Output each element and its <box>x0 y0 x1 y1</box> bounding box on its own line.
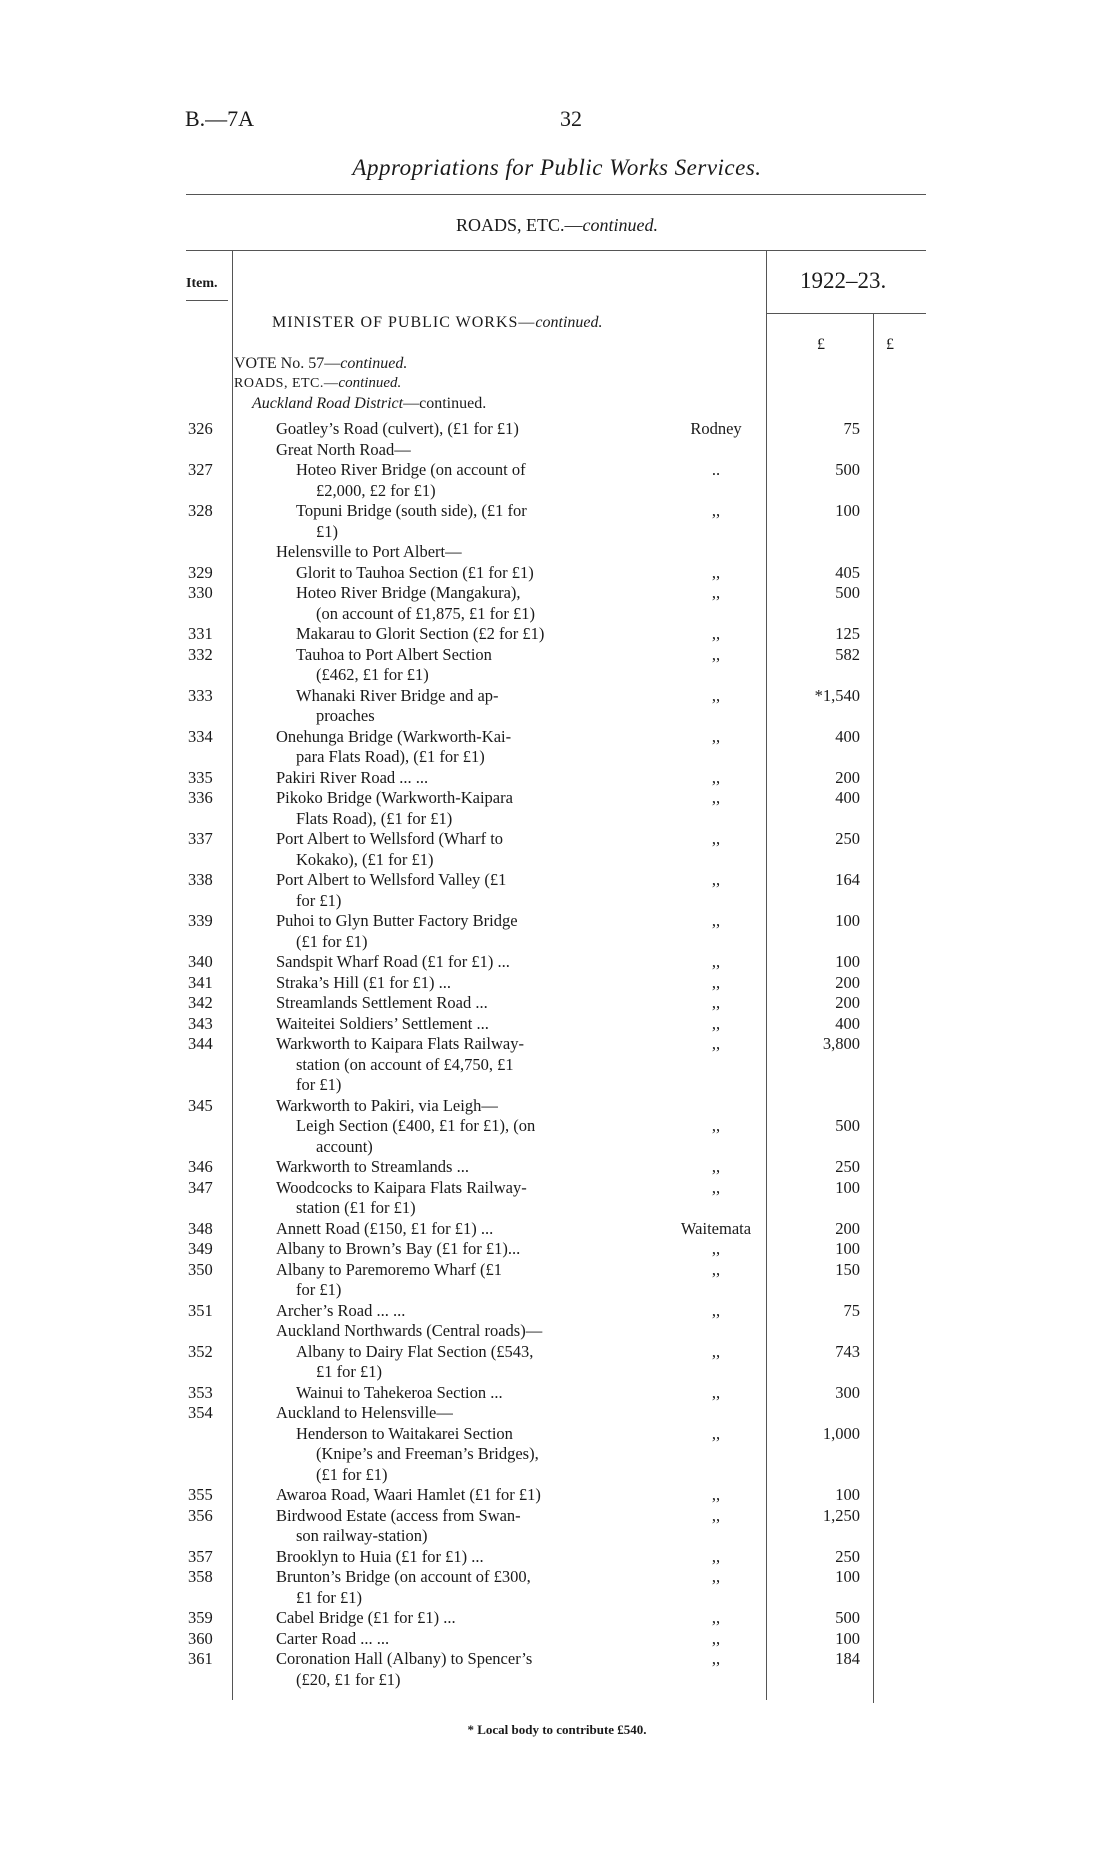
description-line: for £1) <box>296 1280 342 1299</box>
district-cell: ,, <box>711 1013 721 1033</box>
item-number: 326 <box>188 419 213 438</box>
amount-cell: 3,800 <box>822 1034 860 1053</box>
amount-cell: 300 <box>835 1382 860 1402</box>
district-cell: ,, <box>711 1485 721 1504</box>
item-description <box>276 788 513 829</box>
amount-cell: 100 <box>835 1239 860 1258</box>
amount-cell: 743 <box>835 1341 860 1361</box>
district-cell: ,, <box>711 501 721 520</box>
item-description <box>276 1239 520 1260</box>
description-line: Albany to Paremoremo Wharf (£1 <box>276 1259 503 1279</box>
description-line: Henderson to Waitakarei Section <box>296 1423 513 1443</box>
item-description <box>276 870 506 911</box>
description-line: Archer’s Road ... ... <box>276 1300 406 1320</box>
item-number: 329 <box>188 562 213 582</box>
description-line: Puhoi to Glyn Butter Factory Bridge <box>276 911 518 930</box>
description-line: £1) <box>316 521 338 541</box>
description-line: Albany to Dairy Flat Section (£543, <box>296 1341 534 1361</box>
description-line: Albany to Brown’s Bay (£1 for £1)... <box>276 1239 521 1258</box>
district-cell: ,, <box>711 829 721 848</box>
item-description <box>276 1485 541 1506</box>
description-line: Onehunga Bridge (Warkworth-Kai- <box>276 726 512 746</box>
description-line: Helensville to Port Albert— <box>276 542 462 561</box>
item-number: 341 <box>188 972 213 992</box>
item-number: 340 <box>188 952 213 971</box>
year-header-rule <box>766 313 926 314</box>
amount-cell: 400 <box>835 1013 860 1033</box>
district-cell: ,, <box>711 644 721 664</box>
item-description <box>296 686 499 727</box>
amount-cell: 400 <box>835 726 860 746</box>
page-number: 32 <box>560 106 582 131</box>
item-number: 346 <box>188 1157 213 1176</box>
item-description <box>276 1629 389 1650</box>
amount-cell: 75 <box>843 1300 860 1320</box>
item-description <box>276 829 503 870</box>
item-description <box>296 583 535 624</box>
section-heading-main: ROADS, ETC.— <box>456 215 583 235</box>
item-number: 354 <box>188 1403 213 1422</box>
amount-cell: 500 <box>835 1608 860 1627</box>
description-line: Great North Road— <box>276 439 411 459</box>
table-top-rule <box>186 250 926 251</box>
item-description <box>276 1567 531 1608</box>
item-description <box>276 993 488 1014</box>
description-line: Kokako), (£1 for £1) <box>296 849 434 869</box>
description-line: Woodcocks to Kaipara Flats Railway- <box>276 1177 527 1197</box>
district-cell: ,, <box>711 1259 721 1279</box>
amount-column-divider <box>873 313 874 1703</box>
amount-cell: *1,540 <box>814 685 860 705</box>
amount-cell: 164 <box>835 870 860 889</box>
ministry-heading <box>272 314 603 332</box>
amount-cell: 500 <box>835 583 860 602</box>
item-number: 337 <box>188 829 213 848</box>
item-description <box>276 1178 527 1219</box>
item-description <box>276 1157 469 1178</box>
roads-subheading <box>234 375 401 392</box>
item-number: 338 <box>188 870 213 889</box>
page-title: Appropriations for Public Works Services. <box>352 155 762 180</box>
item-description <box>296 1383 503 1404</box>
description-line: Waiteitei Soldiers’ Settlement ... <box>276 1013 489 1033</box>
item-description <box>276 952 510 973</box>
roads-subheading-main: ROADS, ETC.— <box>234 376 339 391</box>
description-line: £1 for £1) <box>316 1362 382 1381</box>
item-header-underline <box>186 300 228 301</box>
description-line: for £1) <box>296 1075 342 1094</box>
description-line: Auckland to Helensville— <box>276 1403 453 1422</box>
item-number: 333 <box>188 685 213 705</box>
description-line: proaches <box>316 706 375 725</box>
item-description <box>276 1219 493 1240</box>
item-number: 361 <box>188 1649 213 1668</box>
pound-column-2-header: £ <box>886 336 894 353</box>
item-number: 345 <box>188 1095 213 1115</box>
item-number: 335 <box>188 767 213 787</box>
amount-cell: 125 <box>835 624 860 643</box>
description-line: Carter Road ... ... <box>276 1628 390 1648</box>
item-description <box>296 460 526 501</box>
description-line: Leigh Section (£400, £1 for £1), (on <box>296 1116 536 1135</box>
item-number: 331 <box>188 624 213 643</box>
item-description <box>276 1096 498 1117</box>
item-number: 356 <box>188 1505 213 1525</box>
item-number: 332 <box>188 644 213 664</box>
district-cell: Rodney <box>690 419 742 438</box>
description-line: Pakiri River Road ... ... <box>276 767 429 787</box>
district-cell: ,, <box>711 726 721 746</box>
district-cell: ,, <box>711 685 721 705</box>
item-description <box>276 1506 521 1547</box>
amount-cell: 1,250 <box>822 1505 860 1525</box>
district-cell: ,, <box>711 1382 721 1402</box>
item-description <box>276 542 462 563</box>
description-line: (£462, £1 for £1) <box>316 665 429 684</box>
item-column-header: Item. <box>186 276 218 291</box>
district-cell: ,, <box>711 624 721 643</box>
description-line: Annett Road (£150, £1 for £1) ... <box>276 1218 494 1238</box>
item-description <box>276 1403 453 1424</box>
title-rule <box>186 194 926 195</box>
footnote: * Local body to contribute £540. <box>467 1722 647 1737</box>
item-description <box>276 1547 484 1568</box>
item-description <box>276 1321 542 1342</box>
district-name: Auckland Road District <box>252 395 404 412</box>
description-line: Warkworth to Pakiri, via Leigh— <box>276 1095 498 1115</box>
amount-cell: 100 <box>835 1628 860 1648</box>
description-line: Sandspit Wharf Road (£1 for £1) ... <box>276 952 510 971</box>
item-number: 330 <box>188 583 213 602</box>
district-cell: ,, <box>711 1567 721 1586</box>
item-number: 351 <box>188 1300 213 1320</box>
description-line: Brooklyn to Huia (£1 for £1) ... <box>276 1546 484 1566</box>
description-line: Auckland Northwards (Central roads)— <box>276 1321 543 1340</box>
district-continued: —continued. <box>403 395 487 412</box>
description-line: Makarau to Glorit Section (£2 for £1) <box>296 624 545 643</box>
vote-heading <box>234 355 407 373</box>
district-cell: ,, <box>711 1341 721 1361</box>
amount-cell: 500 <box>835 1116 860 1135</box>
amount-cell: 200 <box>835 972 860 992</box>
district-cell: ,, <box>711 1628 721 1648</box>
description-line: Brunton’s Bridge (on account of £300, <box>276 1567 531 1586</box>
item-description <box>276 768 428 789</box>
district-cell: ,, <box>711 1608 721 1627</box>
amount-cell: 250 <box>835 829 860 848</box>
item-number: 359 <box>188 1608 213 1627</box>
item-number: 327 <box>188 460 213 479</box>
item-number: 342 <box>188 993 213 1012</box>
document-reference: B.—7A <box>185 106 255 131</box>
amount-cell: 184 <box>835 1649 860 1668</box>
item-number: 348 <box>188 1218 213 1238</box>
district-cell: ,, <box>711 767 721 787</box>
item-description <box>296 645 492 686</box>
section-heading-continued: continued. <box>582 215 658 235</box>
item-description <box>276 727 511 768</box>
amount-cell: 1,000 <box>822 1423 860 1443</box>
section-heading <box>0 215 1114 236</box>
district-subheading <box>252 395 486 413</box>
amount-cell: 582 <box>835 644 860 664</box>
amount-cell: 250 <box>835 1546 860 1566</box>
item-number: 349 <box>188 1239 213 1258</box>
district-cell: ,, <box>711 1649 721 1668</box>
description-line: station (£1 for £1) <box>296 1198 416 1217</box>
item-description <box>276 1034 524 1096</box>
item-description <box>276 1649 532 1690</box>
amount-cell: 200 <box>835 1218 860 1238</box>
amount-cell: 100 <box>835 1177 860 1197</box>
amount-cell: 500 <box>835 460 860 479</box>
item-number: 328 <box>188 501 213 520</box>
amount-cell: 200 <box>835 993 860 1012</box>
description-line: (£1 for £1) <box>316 1464 388 1484</box>
item-description <box>296 624 544 645</box>
amount-cell: 150 <box>835 1259 860 1279</box>
item-description <box>296 1116 535 1157</box>
ministry-heading-main: MINISTER OF PUBLIC WORKS— <box>272 314 536 331</box>
description-line: for £1) <box>296 890 342 910</box>
district-cell: ,, <box>711 952 721 971</box>
description-line: account) <box>316 1136 373 1156</box>
description-line: Coronation Hall (Albany) to Spencer’s <box>276 1649 533 1668</box>
description-line: Warkworth to Streamlands ... <box>276 1157 469 1176</box>
district-cell: ,, <box>711 1546 721 1566</box>
description-line: Streamlands Settlement Road ... <box>276 993 488 1012</box>
district-cell: ,, <box>711 1034 721 1053</box>
district-cell: ,, <box>711 583 721 602</box>
amount-cell: 400 <box>835 788 860 807</box>
vote-heading-main: VOTE No. 57— <box>234 355 341 372</box>
description-line: para Flats Road), (£1 for £1) <box>296 747 485 766</box>
year-column-header: 1922–23. <box>800 268 887 293</box>
description-line: £2,000, £2 for £1) <box>316 480 436 500</box>
description-line: Tauhoa to Port Albert Section <box>296 644 492 664</box>
district-cell: Waitemata <box>680 1218 752 1238</box>
item-description <box>276 973 451 994</box>
item-number: 353 <box>188 1382 213 1402</box>
item-number: 350 <box>188 1259 213 1279</box>
item-description <box>276 911 518 952</box>
description-line: Hoteo River Bridge (Mangakura), <box>296 583 521 602</box>
amount-cell: 250 <box>835 1157 860 1176</box>
district-cell: ,, <box>711 993 721 1012</box>
description-line: Wainui to Tahekeroa Section ... <box>296 1382 503 1402</box>
amount-cell: 405 <box>835 562 860 582</box>
description-line: Straka’s Hill (£1 for £1) ... <box>276 972 452 992</box>
amount-cell: 200 <box>835 767 860 787</box>
district-cell: ,, <box>711 562 721 582</box>
amount-cell: 100 <box>835 501 860 520</box>
description-line: Pikoko Bridge (Warkworth-Kaipara <box>276 788 513 807</box>
description-line: station (on account of £4,750, £1 <box>296 1054 514 1074</box>
item-column-divider <box>232 250 233 1700</box>
item-number: 336 <box>188 788 213 807</box>
item-number: 334 <box>188 726 213 746</box>
item-number: 355 <box>188 1485 213 1504</box>
district-cell: ,, <box>711 1177 721 1197</box>
description-line: (on account of £1,875, £1 for £1) <box>316 603 536 623</box>
district-cell: ,, <box>711 1505 721 1525</box>
district-cell: ,, <box>711 1239 721 1258</box>
item-number: 347 <box>188 1177 213 1197</box>
description-line: Birdwood Estate (access from Swan- <box>276 1505 521 1525</box>
district-cell: ,, <box>711 870 721 889</box>
description-line: Warkworth to Kaipara Flats Railway- <box>276 1034 524 1053</box>
item-description <box>276 440 411 461</box>
item-description <box>296 563 534 584</box>
district-cell: ,, <box>711 911 721 930</box>
amount-cell: 100 <box>835 911 860 930</box>
district-cell: ,, <box>711 788 721 807</box>
item-description <box>276 1301 405 1322</box>
roads-subheading-continued: continued. <box>338 375 402 391</box>
description-line: (£1 for £1) <box>296 931 368 951</box>
description-line: Whanaki River Bridge and ap- <box>296 685 499 705</box>
description-line: (£20, £1 for £1) <box>296 1669 401 1689</box>
description-line: Hoteo River Bridge (on account of <box>296 460 526 479</box>
description-line: Awaroa Road, Waari Hamlet (£1 for £1) <box>276 1485 541 1504</box>
description-line: Topuni Bridge (south side), (£1 for <box>296 501 527 520</box>
amount-cell: 75 <box>843 419 860 438</box>
item-description <box>276 1608 456 1629</box>
district-cell: ,, <box>711 1423 721 1443</box>
item-description <box>296 1342 533 1383</box>
amount-cell: 100 <box>835 1485 860 1504</box>
item-description <box>276 419 519 440</box>
amount-cell: 100 <box>835 1567 860 1586</box>
item-description <box>276 1014 489 1035</box>
description-line: son railway-station) <box>296 1526 428 1545</box>
district-cell: .. <box>711 460 721 479</box>
item-number: 358 <box>188 1567 213 1586</box>
district-cell: ,, <box>711 1157 721 1176</box>
item-number: 360 <box>188 1628 213 1648</box>
district-cell: ,, <box>711 1300 721 1320</box>
vote-heading-continued: continued. <box>340 355 408 372</box>
item-number: 352 <box>188 1341 213 1361</box>
description-line: Port Albert to Wellsford Valley (£1 <box>276 870 507 889</box>
description-line: (Knipe’s and Freeman’s Bridges), <box>316 1444 539 1463</box>
description-line: Port Albert to Wellsford (Wharf to <box>276 829 504 848</box>
item-description <box>276 1260 502 1301</box>
description-line: Glorit to Tauhoa Section (£1 for £1) <box>296 562 534 582</box>
item-number: 344 <box>188 1034 213 1053</box>
item-number: 339 <box>188 911 213 930</box>
ministry-heading-continued: continued. <box>535 314 603 331</box>
item-number: 343 <box>188 1013 213 1033</box>
item-number: 357 <box>188 1546 213 1566</box>
district-cell: ,, <box>711 972 721 992</box>
item-description <box>296 1424 539 1486</box>
item-description <box>296 501 527 542</box>
pound-column-1-header: £ <box>817 336 825 353</box>
amount-cell: 100 <box>835 952 860 971</box>
description-line: Goatley’s Road (culvert), (£1 for £1) <box>276 419 519 438</box>
district-cell: ,, <box>711 1116 721 1135</box>
description-line: £1 for £1) <box>296 1587 362 1607</box>
description-line: Cabel Bridge (£1 for £1) ... <box>276 1608 456 1627</box>
description-line: Flats Road), (£1 for £1) <box>296 808 453 828</box>
